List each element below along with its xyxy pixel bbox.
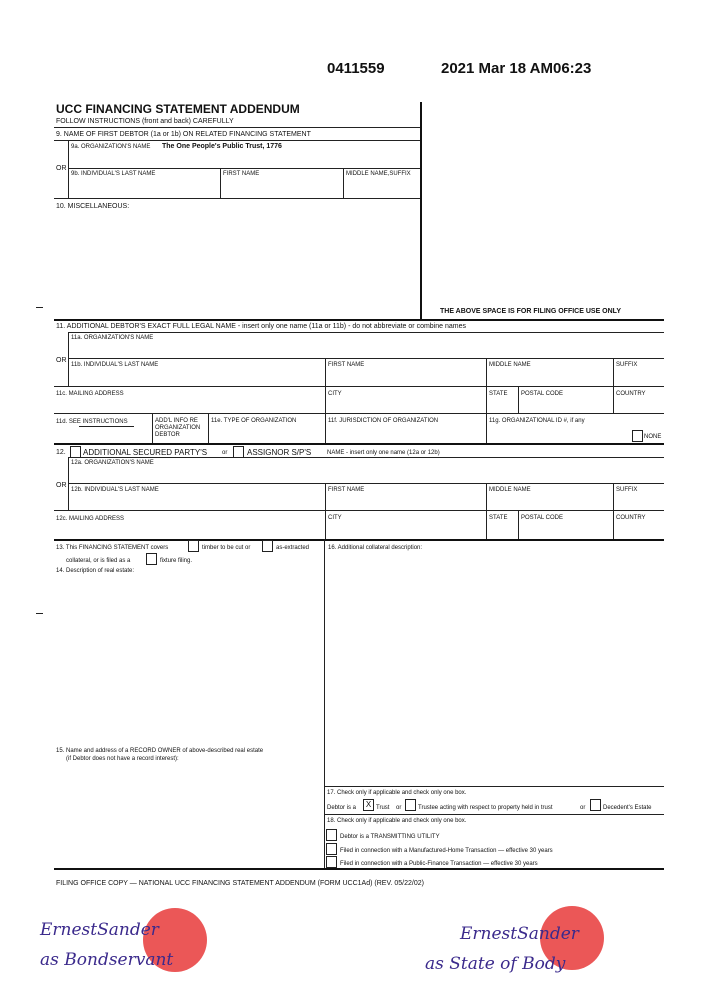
rule xyxy=(54,386,664,387)
s13-line1c: as-extracted xyxy=(276,545,310,551)
s9b-label: 9b. INDIVIDUAL'S LAST NAME xyxy=(71,171,156,177)
s11b-label: 11b. INDIVIDUAL'S LAST NAME xyxy=(71,362,159,368)
s9-or: OR xyxy=(56,165,67,172)
rule xyxy=(152,413,153,443)
rule xyxy=(54,868,664,870)
s13-line1a: 13. This FINANCING STATEMENT covers xyxy=(56,545,169,551)
s11-country-label: COUNTRY xyxy=(616,391,646,397)
rule xyxy=(518,386,519,413)
s12-suffix-label: SUFFIX xyxy=(616,487,638,493)
rule xyxy=(518,510,519,539)
s15-label: 15. Name and address of a RECORD OWNER of above-described real estate xyxy=(56,748,264,754)
s12-state-label: STATE xyxy=(489,515,508,521)
s18-opt2: Filed in connection with a Manufactured-Home Transaction — effective 30 years xyxy=(340,848,553,854)
s11-none-label: NONE xyxy=(644,434,662,440)
s9-label: 9. NAME OF FIRST DEBTOR (1a or 1b) ON RELATED FINANCING STATEMENT xyxy=(56,131,311,138)
timber-checkbox[interactable] xyxy=(188,540,199,552)
rule xyxy=(220,168,221,198)
s17-or2: or xyxy=(580,805,586,811)
rule xyxy=(325,358,326,443)
margin-tick xyxy=(36,613,43,614)
none-checkbox[interactable] xyxy=(632,430,643,442)
rule xyxy=(324,814,664,815)
s11g-label: 11g. ORGANIZATIONAL ID #, if any xyxy=(489,418,585,424)
s9-first-label: FIRST NAME xyxy=(223,171,260,177)
rule xyxy=(324,539,325,868)
filing-office-divider xyxy=(420,102,422,320)
rule xyxy=(486,483,487,539)
s12-or: or xyxy=(222,450,228,456)
s11e-label: 11e. TYPE OF ORGANIZATION xyxy=(211,418,297,424)
s17-estate: Decedent's Estate xyxy=(603,805,652,811)
rule xyxy=(68,457,664,458)
filing-office-note: THE ABOVE SPACE IS FOR FILING OFFICE USE ONLY xyxy=(440,308,621,315)
rule xyxy=(54,510,664,511)
manufactured-home-checkbox[interactable] xyxy=(326,843,337,855)
s12-city-label: CITY xyxy=(328,515,342,521)
s13-line2a: collateral, or is filed as a xyxy=(66,558,131,564)
estate-checkbox[interactable] xyxy=(590,799,601,811)
s11-label: 11. ADDITIONAL DEBTOR'S EXACT FULL LEGAL NAME - insert only one name (11a or 11b) - do not abbreviate or combine names xyxy=(56,323,466,330)
rule xyxy=(68,332,664,333)
s13-line2b: fixture filing. xyxy=(160,558,193,564)
s11-addl-3: DEBTOR xyxy=(155,432,180,438)
utility-checkbox[interactable] xyxy=(326,829,337,841)
s12b-label: 12b. INDIVIDUAL'S LAST NAME xyxy=(71,487,159,493)
s11-suffix-label: SUFFIX xyxy=(616,362,638,368)
s13-line1b: timber to be cut or xyxy=(202,545,251,551)
s11-addl-1: ADD'L INFO RE xyxy=(155,418,198,424)
form-title: UCC FINANCING STATEMENT ADDENDUM xyxy=(56,102,300,116)
s15-note: (if Debtor does not have a record interest): xyxy=(66,756,179,762)
trust-checkbox[interactable]: X xyxy=(363,799,374,811)
file-number: 0411559 xyxy=(327,60,385,77)
margin-tick xyxy=(36,307,43,308)
rule xyxy=(68,140,69,198)
s11-city-label: CITY xyxy=(328,391,342,397)
form-footer: FILING OFFICE COPY — NATIONAL UCC FINANCING STATEMENT ADDENDUM (FORM UCC1Ad) (REV. 05/22/02) xyxy=(56,880,424,887)
rule xyxy=(486,358,487,443)
rule xyxy=(68,358,664,359)
s9-middle-label: MIDDLE NAME,SUFFIX xyxy=(346,171,411,177)
form-instructions: FOLLOW INSTRUCTIONS (front and back) CAREFULLY xyxy=(56,118,234,125)
left-signature-role: as Bondservant xyxy=(40,950,174,970)
s9a-value: The One People's Public Trust, 1776 xyxy=(162,143,282,150)
s11-first-label: FIRST NAME xyxy=(328,362,365,368)
rule xyxy=(68,168,420,169)
s14-label: 14. Description of real estate: xyxy=(56,568,135,574)
rule xyxy=(68,483,664,484)
right-signature-role: as State of Body xyxy=(425,954,566,974)
rule xyxy=(54,127,420,128)
s12-country-label: COUNTRY xyxy=(616,515,646,521)
rule xyxy=(208,413,209,443)
s12c-label: 12c. MAILING ADDRESS xyxy=(56,516,125,522)
right-signature-name: ErnestSander xyxy=(460,924,579,944)
rule xyxy=(54,140,420,141)
s17-debtor-is-a: Debtor is a xyxy=(327,805,357,811)
rule xyxy=(324,786,664,787)
s12-name-note: NAME - insert only one name (12a or 12b) xyxy=(327,450,440,456)
s17-or: or xyxy=(396,805,402,811)
rule xyxy=(54,443,664,445)
left-signature-name: ErnestSander xyxy=(40,920,159,940)
rule xyxy=(54,319,664,321)
s11-state-label: STATE xyxy=(489,391,508,397)
rule xyxy=(54,413,664,414)
s18-opt1: Debtor is a TRANSMITTING UTILITY xyxy=(340,834,440,840)
s12-postal-label: POSTAL CODE xyxy=(521,515,564,521)
rule xyxy=(343,168,344,198)
rule xyxy=(54,198,420,199)
s11f-label: 11f. JURISDICTION OF ORGANIZATION xyxy=(328,418,439,424)
s17-trust: Trust xyxy=(376,805,390,811)
s12-middle-label: MIDDLE NAME xyxy=(489,487,531,493)
s11-postal-label: POSTAL CODE xyxy=(521,391,564,397)
s12-num: 12. xyxy=(56,449,66,456)
s18-opt3: Filed in connection with a Public-Finance Transaction — effective 30 years xyxy=(340,861,538,867)
s10-label: 10. MISCELLANEOUS: xyxy=(56,203,130,210)
s18-label: 18. Check only if applicable and check only one box. xyxy=(327,818,467,824)
rule xyxy=(68,332,69,386)
s11-middle-label: MIDDLE NAME xyxy=(489,362,531,368)
s11a-label: 11a. ORGANIZATION'S NAME xyxy=(71,335,154,341)
s12-first-label: FIRST NAME xyxy=(328,487,365,493)
trustee-checkbox[interactable] xyxy=(405,799,416,811)
public-finance-checkbox[interactable] xyxy=(326,856,337,868)
s16-label: 16. Additional collateral description: xyxy=(328,545,423,551)
see-underline xyxy=(79,426,134,427)
rule xyxy=(613,483,614,539)
s12-assignor-label: ASSIGNOR S/P'S xyxy=(247,448,312,457)
s9a-label: 9a. ORGANIZATION'S NAME xyxy=(71,144,151,150)
s11c-label: 11c. MAILING ADDRESS xyxy=(56,391,124,397)
rule xyxy=(54,539,664,541)
s12a-label: 12a. ORGANIZATION'S NAME xyxy=(71,460,154,466)
s11d-label: 11d. SEE INSTRUCTIONS xyxy=(56,419,128,425)
fixture-filing-checkbox[interactable] xyxy=(146,553,157,565)
rule xyxy=(325,483,326,539)
s17-trustee: Trustee acting with respect to property held in trust xyxy=(418,805,553,811)
s12-or2: OR xyxy=(56,482,67,489)
filing-date-time: 2021 Mar 18 AM06:23 xyxy=(441,60,592,77)
s12-secured-label: ADDITIONAL SECURED PARTY'S xyxy=(83,448,208,457)
s11-addl-2: ORGANIZATION xyxy=(155,425,201,431)
s17-label: 17. Check only if applicable and check only one box. xyxy=(327,790,467,796)
as-extracted-checkbox[interactable] xyxy=(262,540,273,552)
s11-or: OR xyxy=(56,357,67,364)
